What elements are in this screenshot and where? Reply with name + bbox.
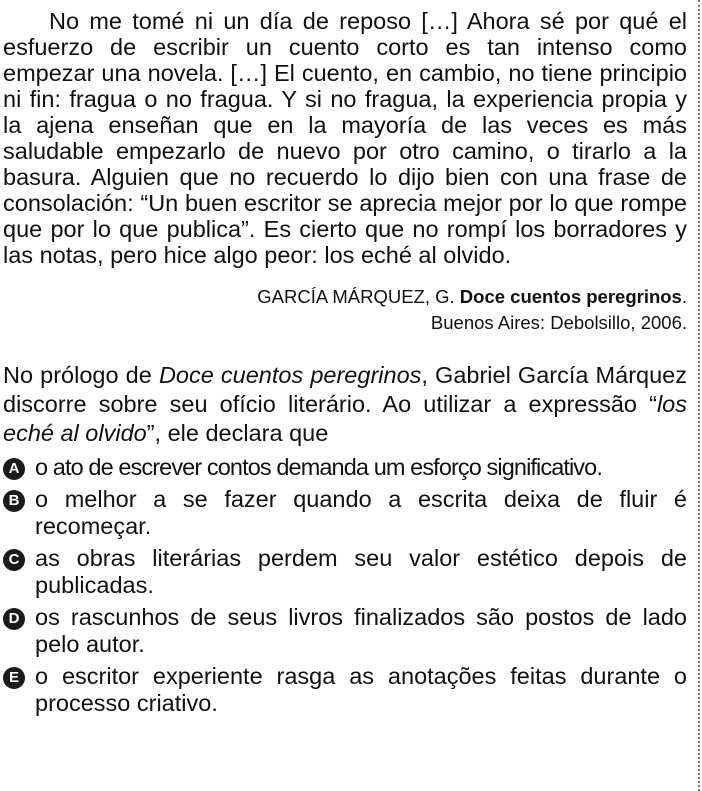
question-part-3: ”, ele declara que xyxy=(146,420,329,446)
option-c[interactable] xyxy=(3,545,687,599)
citation-period: . xyxy=(681,286,687,307)
question-part-2: , Gabriel García Márquez discorre sobre seu ofício literário. Ao utilizar a expressão “ xyxy=(3,362,687,417)
option-a[interactable] xyxy=(3,454,687,481)
option-e-letter-badge: E xyxy=(3,667,25,689)
option-d-text: os rascunhos de seus livros finalizados são postos de lado pelo autor. xyxy=(35,604,687,657)
question-part-1: No prólogo de xyxy=(3,362,159,388)
option-c-letter-badge: C xyxy=(3,549,25,571)
source-citation xyxy=(3,284,687,336)
option-a-letter-badge: A xyxy=(3,458,25,480)
option-e-text: o escritor experiente rasga as anotações feitas durante o processo criativo. xyxy=(35,663,687,716)
option-b-letter-badge: B xyxy=(3,490,25,512)
option-b[interactable] xyxy=(3,486,687,540)
option-b-text: o melhor a se fazer quando a escrita deixa de fluir é recomeçar. xyxy=(35,486,687,539)
option-d-letter-badge: D xyxy=(3,608,25,630)
question-expression: los eché al olvido xyxy=(3,391,687,446)
question-content xyxy=(3,8,687,722)
question-book-title: Doce cuentos peregrinos xyxy=(158,362,422,388)
option-c-text: as obras literárias perdem seu valor estético depois de publicadas. xyxy=(35,545,687,598)
option-d[interactable] xyxy=(3,604,687,658)
citation-line-1 xyxy=(3,284,687,310)
source-passage: No me tomé ni un día de reposo […] Ahora sé por qué el esfuerzo de escribir un cuento corto es tan intenso como empezar una novela. […] El cuento, en cambio, no tiene principio ni fin: fragua o no fragua. Y si no fragua, la experiencia propia y la ajena enseñan que en la mayoría de las veces es más saludable empezarlo de nuevo por otro camino, o tirarlo a la basura. Alguien que no recuerdo lo dijo bien con una frase de consolación: “Un buen escritor se aprecia mejor por lo que rompe que por lo que publica”. Es cierto que no rompí los borradores y las notas, pero hice algo peor: los eché al olvido. xyxy=(3,8,687,268)
question-stem xyxy=(3,361,687,448)
dotted-margin-rule xyxy=(698,0,700,791)
citation-author: GARCÍA MÁRQUEZ, G. xyxy=(257,286,460,307)
option-e[interactable] xyxy=(3,663,687,717)
answer-options xyxy=(3,454,687,717)
option-a-text: o ato de escrever contos demanda um esforço significativo. xyxy=(35,454,602,480)
citation-title: Doce cuentos peregrinos xyxy=(459,286,682,307)
citation-publisher: Buenos Aires: Debolsillo, 2006. xyxy=(430,312,687,333)
